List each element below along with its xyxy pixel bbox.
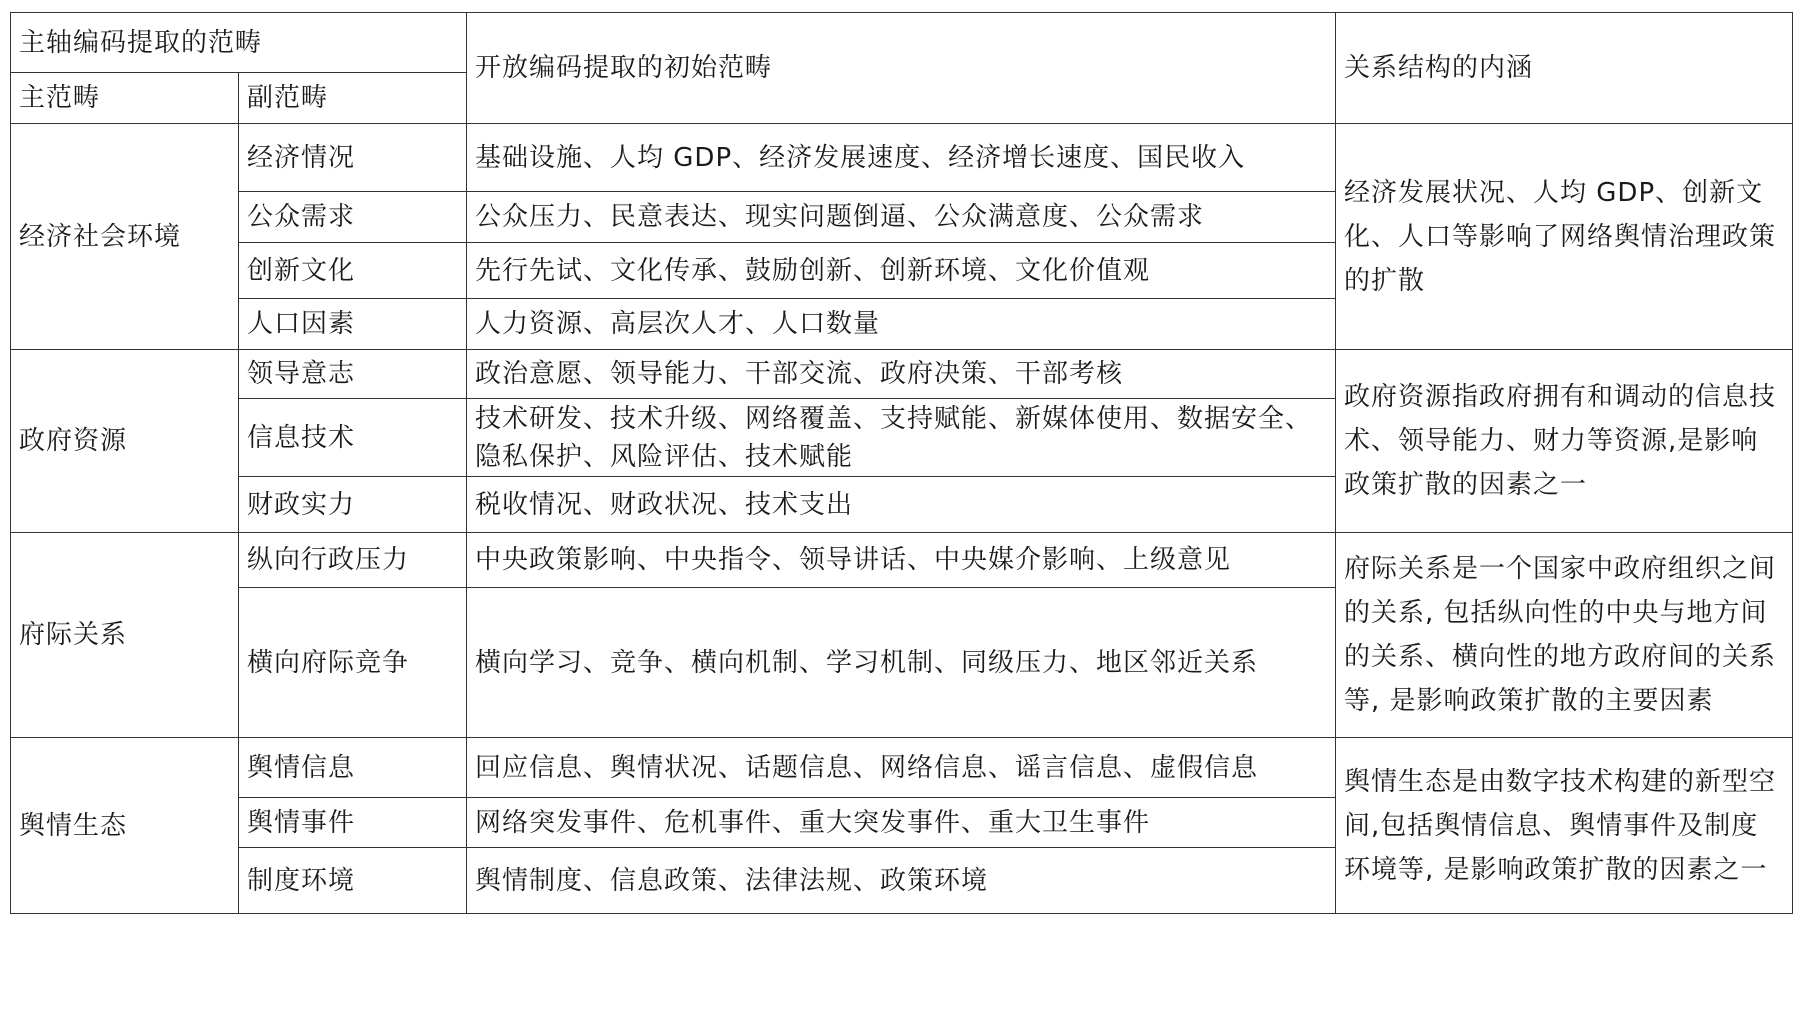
table-row bbox=[11, 738, 1793, 798]
table-row bbox=[11, 124, 1793, 192]
meaning-cell: 府际关系是一个国家中政府组织之间的关系, 包括纵向性的中央与地方间的关系、横向性的地方政府间的关系等, 是影响政策扩散的主要因素 bbox=[1336, 533, 1793, 738]
sub-category: 舆情事件 bbox=[239, 798, 467, 848]
table-row bbox=[11, 350, 1793, 399]
main-category: 府际关系 bbox=[11, 533, 239, 738]
sub-category: 创新文化 bbox=[239, 243, 467, 299]
sub-category: 人口因素 bbox=[239, 299, 467, 350]
open-category: 人力资源、高层次人才、人口数量 bbox=[467, 299, 1336, 350]
coding-table bbox=[10, 12, 1793, 914]
table-row bbox=[11, 533, 1793, 588]
sub-category: 经济情况 bbox=[239, 124, 467, 192]
open-category: 基础设施、人均 GDP、经济发展速度、经济增长速度、国民收入 bbox=[467, 124, 1336, 192]
sub-category: 舆情信息 bbox=[239, 738, 467, 798]
open-category: 技术研发、技术升级、网络覆盖、支持赋能、新媒体使用、数据安全、隐私保护、风险评估、技术赋能 bbox=[467, 399, 1336, 477]
main-category: 政府资源 bbox=[11, 350, 239, 533]
table-container bbox=[10, 12, 1793, 914]
open-category: 舆情制度、信息政策、法律法规、政策环境 bbox=[467, 848, 1336, 914]
header-row bbox=[11, 13, 1793, 73]
meaning-cell: 经济发展状况、人均 GDP、创新文化、人口等影响了网络舆情治理政策的扩散 bbox=[1336, 124, 1793, 350]
sub-category: 领导意志 bbox=[239, 350, 467, 399]
header-open: 开放编码提取的初始范畴 bbox=[467, 13, 1336, 124]
meaning-cell: 政府资源指政府拥有和调动的信息技术、领导能力、财力等资源,是影响政策扩散的因素之一 bbox=[1336, 350, 1793, 533]
header-meaning: 关系结构的内涵 bbox=[1336, 13, 1793, 124]
open-category: 中央政策影响、中央指令、领导讲话、中央媒介影响、上级意见 bbox=[467, 533, 1336, 588]
main-category: 经济社会环境 bbox=[11, 124, 239, 350]
open-category: 网络突发事件、危机事件、重大突发事件、重大卫生事件 bbox=[467, 798, 1336, 848]
meaning-cell: 舆情生态是由数字技术构建的新型空间,包括舆情信息、舆情事件及制度环境等, 是影响政策扩散的因素之一 bbox=[1336, 738, 1793, 914]
open-category: 税收情况、财政状况、技术支出 bbox=[467, 477, 1336, 533]
header-axial: 主轴编码提取的范畴 bbox=[11, 13, 467, 73]
open-category: 先行先试、文化传承、鼓励创新、创新环境、文化价值观 bbox=[467, 243, 1336, 299]
open-category: 横向学习、竞争、横向机制、学习机制、同级压力、地区邻近关系 bbox=[467, 588, 1336, 738]
open-category: 公众压力、民意表达、现实问题倒逼、公众满意度、公众需求 bbox=[467, 192, 1336, 243]
sub-category: 公众需求 bbox=[239, 192, 467, 243]
main-category: 舆情生态 bbox=[11, 738, 239, 914]
open-category: 回应信息、舆情状况、话题信息、网络信息、谣言信息、虚假信息 bbox=[467, 738, 1336, 798]
sub-category: 横向府际竞争 bbox=[239, 588, 467, 738]
sub-category: 信息技术 bbox=[239, 399, 467, 477]
sub-category: 财政实力 bbox=[239, 477, 467, 533]
header-sub: 副范畴 bbox=[239, 73, 467, 124]
sub-category: 纵向行政压力 bbox=[239, 533, 467, 588]
open-category: 政治意愿、领导能力、干部交流、政府决策、干部考核 bbox=[467, 350, 1336, 399]
header-main: 主范畴 bbox=[11, 73, 239, 124]
sub-category: 制度环境 bbox=[239, 848, 467, 914]
